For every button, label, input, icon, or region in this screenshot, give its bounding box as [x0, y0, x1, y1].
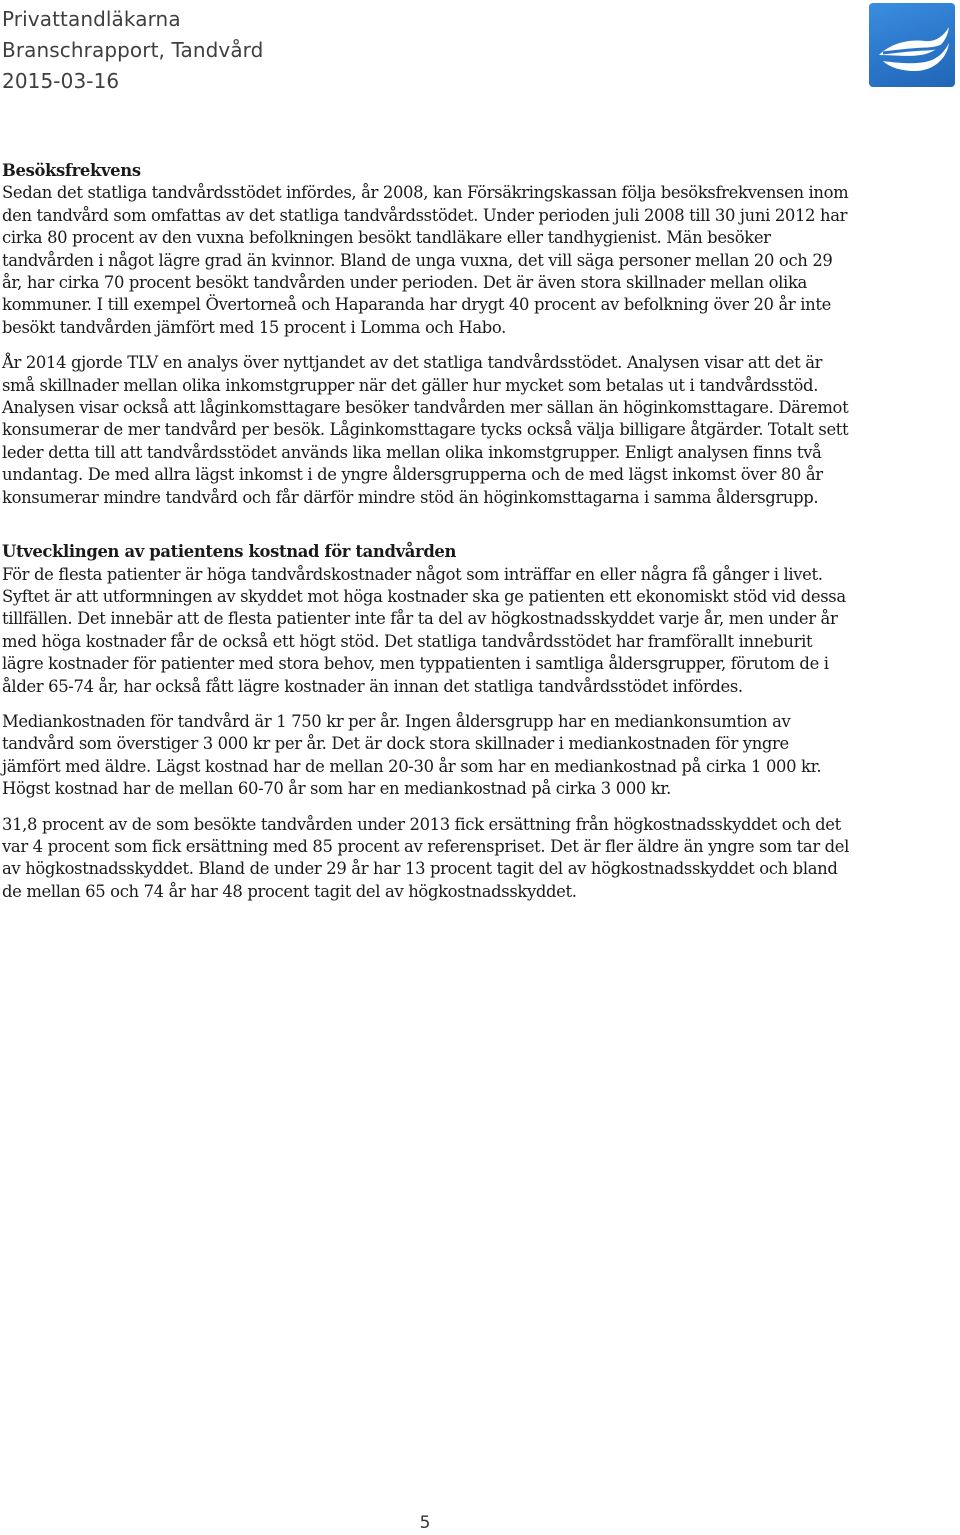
paragraph: Sedan det statliga tandvårdsstödet infördes, år 2008, kan Försäkringskassan följa besöksfrekvensen inom den tandvård som omfattas av det statliga tandvårdsstödet. Under perioden juli 2008 till 30 juni 2012 har cirka 80 procent av den vuxna befolkningen besökt tandläkare eller tandhygienist. Män besöker tandvården i något lägre grad än kvinnor. Bland de unga vuxna, det vill säga personer mellan 20 och 29 år, har cirka 70 procent besökt tandvården under perioden. Det är även stora skillnader mellan olika kommuner. I till exempel Övertorneå och Haparanda har drygt 40 procent av befolkning över 20 år inte besökt tandvården jämfört med 15 procent i Lomma och Habo. — [2, 183, 849, 337]
header-report-title: Branschrapport, Tandvård — [2, 38, 264, 62]
lips-logo-icon — [869, 3, 955, 87]
header-org: Privattandläkarna — [2, 7, 181, 31]
paragraph: Mediankostnaden för tandvård är 1 750 kr per år. Ingen åldersgrupp har en mediankonsumtion av tandvård som överstiger 3 000 kr per år. Det är dock stora skillnader i mediankostnaden för yngre jämfört med äldre. Lägst kostnad har de mellan 20-30 år som har en mediankostnad på cirka 1 000 kr. Högst kostnad har de mellan 60-70 år som har en mediankostnad på cirka 3 000 kr. — [2, 711, 822, 799]
document-body — [2, 160, 852, 903]
section-heading-besoksfrekvens: Besöksfrekvens — [2, 161, 141, 180]
section-heading-kostnad: Utvecklingen av patientens kostnad för tandvården — [2, 542, 457, 562]
paragraph: 31,8 procent av de som besökte tandvården under 2013 fick ersättning från högkostnadsskyddet och det var 4 procent som fick ersättning med 85 procent av referenspriset. Det är fler äldre än yngre som tar del av högkostnadsskyddet. Bland de under 29 år har 13 procent tagit del av högkostnadsskyddet och bland de mellan 65 och 74 år har 48 procent tagit del av högkostnadsskyddet. — [2, 814, 850, 901]
paragraph: År 2014 gjorde TLV en analys över nyttjandet av det statliga tandvårdsstödet. Analysen visar att det är små skillnader mellan olika inkomstgrupper när det gäller hur mycket som betalas ut i tandvårdsstöd. Analysen visar också att låginkomsttagare besöker tandvården mer sällan än höginkomsttagare. Däremot konsumerar de mer tandvård per besök. Låginkomsttagare tycks också välja billigare åtgärder. Totalt sett leder detta till att tandvårdsstödet används lika mellan olika inkomstgrupper. Enligt analysen finns två undantag. De med allra lägst inkomst i de yngre åldersgrupperna och de med lägst inkomst över 80 år konsumerar mindre tandvård och får därför mindre stöd än höginkomsttagarna i samma åldersgrupp. — [2, 353, 849, 507]
header-date: 2015-03-16 — [2, 69, 120, 93]
document-header — [2, 4, 263, 97]
page-number: 5 — [419, 1513, 431, 1533]
paragraph: För de flesta patienter är höga tandvårdskostnader något som inträffar en eller några få gånger i livet. Syftet är att utformningen av skyddet mot höga kostnader ska ge patienten ett ekonomiskt stöd vid dessa tillfällen. Det innebär att de flesta patienter inte får ta del av högkostnadsskyddet varje år, men under år med höga kostnader får de också ett högt stöd. Det statliga tandvårdsstödet har framförallt inneburit lägre kostnader för patienter med stora behov, men typpatienten i samtliga åldersgrupper, förutom de i ålder 65-74 år, har också fått lägre kostnader än innan det statliga tandvårdsstödet infördes. — [2, 564, 846, 696]
